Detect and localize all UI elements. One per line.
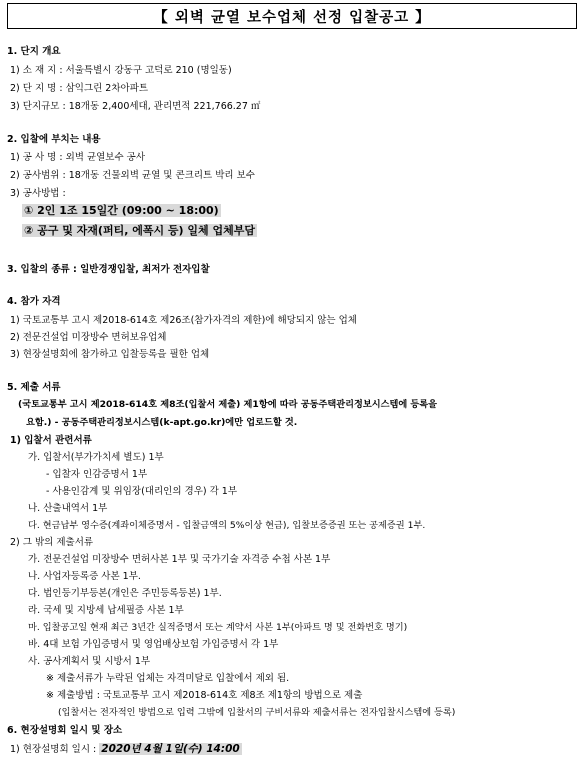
s5-other-5: 마. 입찰공고일 현재 최근 3년간 실적증명서 또는 계약서 사본 1부(아파트 명 및 전화번호 명기) [28, 622, 408, 633]
s5-sub-1: 1) 입찰서 관련서류 [10, 435, 92, 446]
s6-item-label: 1) 현장설명회 일시 : [10, 744, 100, 755]
s5-ga: 가. 입찰서(부가가치세 별도) 1부 [28, 452, 164, 463]
s2-item-name: 1) 공 사 명 : 외벽 균열보수 공사 [10, 152, 146, 163]
s5-na: 나. 산출내역서 1부 [28, 503, 108, 514]
s4-item-2: 2) 전문건설업 미장방수 면허보유업체 [10, 332, 167, 343]
s6-item-value: 2020년 4월 1일(수) 14:00 [101, 743, 240, 755]
s1-item-name: 2) 단 지 명 : 삼익그린 2차아파트 [10, 83, 149, 94]
s1-item-location: 1) 소 재 지 : 서울특별시 강동구 고덕로 210 (명일동) [10, 65, 232, 76]
section-3-heading: 3. 입찰의 종류 : 일반경쟁입찰, 최저가 전자입찰 [7, 264, 210, 275]
s5-other-7: 사. 공사계획서 및 시방서 1부 [28, 656, 151, 667]
s4-item-1: 1) 국토교통부 고시 제2018-614호 제26조(참가자격의 제한)에 해당되지 않는 업체 [10, 315, 357, 326]
s5-other-4: 라. 국세 및 지방세 납세필증 사본 1부 [28, 605, 184, 616]
s5-note-line-1: (국토교통부 고시 제2018-614호 제8조(입찰서 제출) 제1항에 따라 공동주택관리정보시스템에 등록을 [18, 399, 438, 410]
section-2-heading: 2. 입찰에 부치는 내용 [7, 134, 101, 145]
s2-item-scope: 2) 공사범위 : 18개동 건물외벽 균열 및 콘크리트 박리 보수 [10, 170, 255, 181]
s5-da: 다. 현금납부 영수증(계좌이체증명서 - 입찰금액의 5%이상 현금), 입찰보증증권 또는 공제증권 1부. [28, 520, 426, 531]
s5-star-1: ※ 제출서류가 누락된 업체는 자격미달로 입찰에서 제외 됨. [46, 673, 290, 684]
s5-sub-2: 2) 그 밖의 제출서류 [10, 537, 94, 548]
s5-other-6: 바. 4대 보험 가입증명서 및 영업배상보험 가입증명서 각 1부 [28, 639, 279, 650]
s5-ga-1: - 입찰자 인감증명서 1부 [46, 469, 148, 480]
s6-item-1 [10, 743, 242, 756]
page-title: 【 외벽 균열 보수업체 선정 입찰공고 】 [153, 8, 431, 26]
s1-item-scale: 3) 단지규모 : 18개동 2,400세대, 관리면적 221,766.27 ㎡ [10, 101, 261, 112]
s2-method-2: ② 공구 및 자재(퍼티, 에폭시 등) 일체 업체부담 [24, 224, 255, 237]
s5-star-2: ※ 제출방법 : 국토교통부 고시 제2018-614호 제8조 제1항의 방법으로 제출 [46, 690, 363, 701]
title-box [7, 3, 577, 29]
s5-other-2: 나. 사업자등록증 사본 1부. [28, 571, 141, 582]
section-4-heading: 4. 참가 자격 [7, 296, 61, 307]
section-5-heading: 5. 제출 서류 [7, 382, 61, 393]
s5-ga-2: - 사용인감계 및 위임장(대리인의 경우) 각 1부 [46, 486, 238, 497]
s4-item-3: 3) 현장설명회에 참가하고 입찰등록을 필한 업체 [10, 349, 210, 360]
section-6-heading: 6. 현장설명회 일시 및 장소 [7, 725, 123, 736]
s5-other-1: 가. 전문건설업 미장방수 면허사본 1부 및 국가기술 자격증 수첩 사본 1부 [28, 554, 331, 565]
section-1-heading: 1. 단지 개요 [7, 46, 61, 57]
s5-note-line-2: 요함.) - 공동주택관리정보시스템(k-apt.go.kr)에만 업로드할 것. [26, 417, 298, 428]
s2-item-method: 3) 공사방법 : [10, 188, 66, 199]
s5-other-3: 다. 법인등기부등본(개인은 주민등록등본) 1부. [28, 588, 222, 599]
s5-star-3: (입찰서는 전자적인 방법으로 입력 그밖에 입찰서의 구비서류와 제출서류는 전자입찰시스템에 등록) [58, 707, 456, 718]
s2-method-1: ① 2인 1조 15일간 (09:00 ~ 18:00) [24, 204, 219, 217]
